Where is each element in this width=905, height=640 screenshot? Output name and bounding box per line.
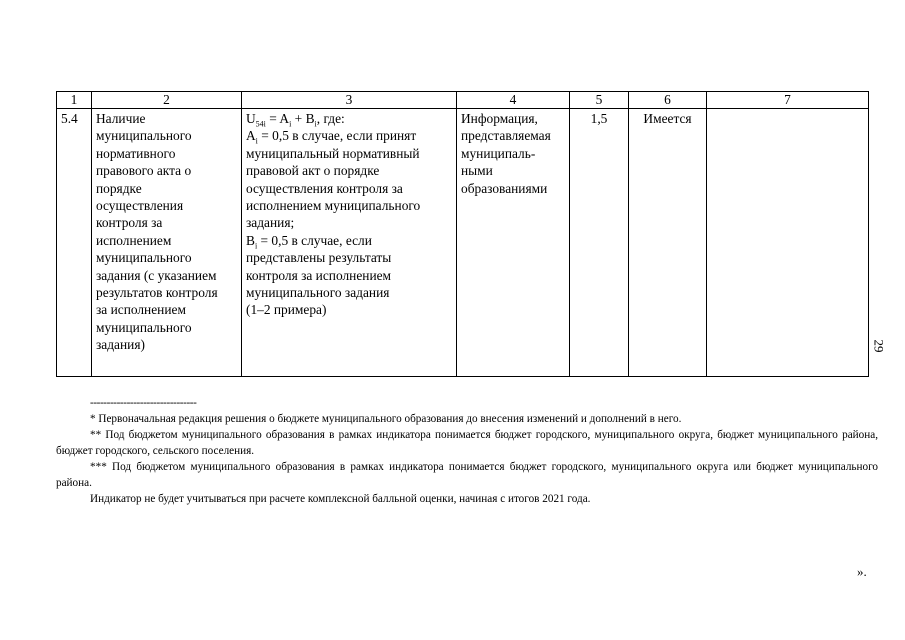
column-header-6: 6 bbox=[629, 92, 707, 109]
source-line: ными bbox=[461, 163, 493, 179]
source-line: образованиями bbox=[461, 180, 548, 196]
table-row bbox=[57, 109, 869, 377]
b-definition-line: представлены результаты bbox=[246, 250, 392, 266]
b-definition-line bbox=[246, 232, 452, 249]
information-source bbox=[457, 109, 570, 377]
a-sub: i bbox=[255, 137, 258, 147]
b-definition-text: = 0,5 в случае, если bbox=[257, 232, 372, 248]
column-header-3: 3 bbox=[242, 92, 457, 109]
a-definition-line: осуществления контроля за bbox=[246, 180, 403, 196]
b-definition-line: контроля за исполнением bbox=[246, 267, 392, 283]
indicator-name-line: осуществления bbox=[96, 198, 184, 214]
column-header-1: 1 bbox=[57, 92, 92, 109]
source-line: представляемая bbox=[461, 128, 551, 144]
row-number: 5.4 bbox=[57, 109, 92, 377]
column-header-7: 7 bbox=[707, 92, 869, 109]
formula-eq: = A bbox=[265, 111, 290, 126]
indicator-name-line: муниципального bbox=[96, 250, 192, 266]
footnote-1: * Первоначальная редакция решения о бюджете муниципального образования до внесения изменений и дополнений в него. bbox=[90, 413, 682, 425]
b-letter: B bbox=[246, 232, 255, 248]
a-letter: A bbox=[246, 128, 256, 144]
column-header-4: 4 bbox=[457, 92, 570, 109]
footnotes bbox=[56, 395, 878, 507]
a-definition-line: правовой акт о порядке bbox=[246, 163, 380, 179]
a-definition-line: исполнением муниципального bbox=[246, 198, 421, 214]
column-header-5: 5 bbox=[570, 92, 629, 109]
header-row bbox=[57, 92, 869, 109]
formula-line bbox=[246, 110, 452, 127]
indicator-name-line: нормативного bbox=[96, 145, 176, 161]
b-definition-line: муниципального задания bbox=[246, 285, 390, 301]
a-definition-line: задания; bbox=[246, 215, 295, 231]
formula-a-sub: i bbox=[289, 119, 292, 129]
indicator-table bbox=[56, 91, 869, 377]
page-number: 29 bbox=[871, 339, 887, 353]
indicator-name-line: задания (с указанием bbox=[96, 267, 217, 283]
status-value: Имеется bbox=[629, 109, 707, 377]
b-sub: i bbox=[254, 241, 258, 251]
indicator-name-line: муниципального bbox=[96, 128, 192, 144]
score-value: 1,5 bbox=[570, 109, 629, 377]
indicator-name-line: контроля за bbox=[96, 215, 163, 231]
footnote-separator: -------------------------------- bbox=[90, 397, 197, 409]
a-definition-line: муниципальный нормативный bbox=[246, 145, 420, 161]
formula-u: U bbox=[246, 111, 256, 126]
calculation-formula bbox=[242, 109, 457, 377]
closing-quote-mark: ». bbox=[857, 564, 867, 579]
formula-b-sub: i bbox=[314, 119, 317, 129]
b-definition-line: (1–2 примера) bbox=[246, 302, 327, 318]
formula-u-sub: 54i bbox=[255, 119, 266, 129]
a-definition-line bbox=[246, 127, 452, 147]
indicator-name-line: за исполнением bbox=[96, 302, 186, 318]
indicator-name-line: исполнением bbox=[96, 232, 172, 248]
indicator-name-line: муниципального bbox=[96, 319, 192, 335]
indicator-name-line: порядке bbox=[96, 180, 142, 196]
footnote-3: *** Под бюджетом муниципального образования в рамках индикатора понимается бюджет городского, муниципального округа или бюджет муниципального района. bbox=[56, 461, 878, 489]
formula-tail: , где: bbox=[316, 111, 345, 126]
indicator-name-line: Наличие bbox=[96, 111, 146, 126]
footnote-4: Индикатор не будет учитываться при расчете комплексной балльной оценки, начиная с итогов 2021 года. bbox=[90, 493, 591, 505]
source-line: Информация, bbox=[461, 111, 538, 126]
indicator-name bbox=[92, 109, 242, 377]
formula-plus: + B bbox=[291, 111, 315, 126]
note-cell bbox=[707, 109, 869, 377]
indicator-name-line: правового акта о bbox=[96, 163, 192, 179]
indicator-name-line: задания) bbox=[96, 337, 145, 353]
indicator-name-line: результатов контроля bbox=[96, 285, 218, 301]
column-header-2: 2 bbox=[92, 92, 242, 109]
a-definition-text: = 0,5 в случае, если принят bbox=[257, 128, 417, 144]
footnote-2: ** Под бюджетом муниципального образования в рамках индикатора понимается бюджет городского, муниципального округа, бюджет муниципального района, бюджет городского, сельского поселения. bbox=[56, 429, 878, 457]
source-line: муниципаль- bbox=[461, 145, 536, 161]
